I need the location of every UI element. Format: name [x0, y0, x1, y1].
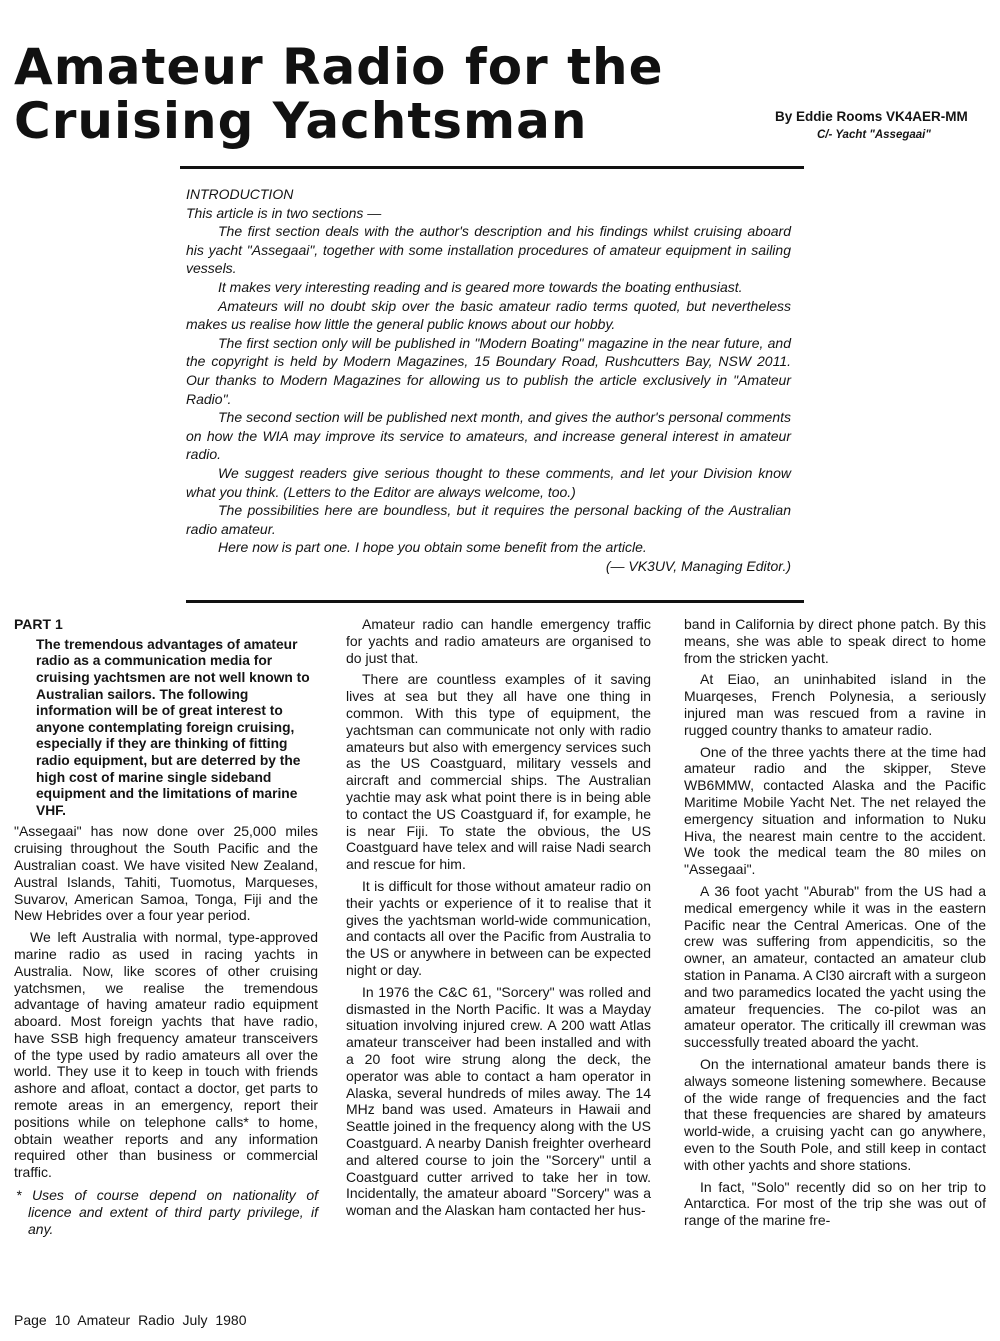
body-paragraph: Amateur radio can handle emergency traffic for yachts and radio amateurs are organised to do just that.: [346, 616, 651, 666]
part-label: PART 1: [14, 616, 63, 632]
intro-paragraph: We suggest readers give serious thought to these comments, and let your Division know what you think. (Letters to the Editor are always welcome, too.): [186, 464, 791, 500]
intro-top-rule: [180, 166, 804, 169]
intro-paragraph: The first section deals with the author's description and his findings whilst cruising aboard his yacht "Assegaai", together with some installation procedures of amateur equipment in sailing vessels.: [186, 223, 791, 277]
body-paragraph: There are countless examples of it saving lives at sea but they all have one thing in common. With this type of equipment, the yachtsman can communicate not only with radio amateurs but also with emergency services such as the US Coastguard, military vessels and aircraft and commercial ships. The Australian yachtie may ask what point there is in being able to contact the US Coastguard if, for example, he is near Fiji. To state the obvious, the US Coastguard have telex and will raise Nadi search and rescue for him.: [346, 671, 651, 873]
intro-heading: INTRODUCTION: [186, 186, 294, 202]
body-paragraph: band in California by direct phone patch. By this means, she was able to speak direct to home from the stricken yacht.: [684, 616, 986, 666]
byline-author: By Eddie Rooms VK4AER-MM: [775, 109, 968, 124]
intro-paragraph: Amateurs will no doubt skip over the basic amateur radio terms quoted, but nevertheless makes us realise how little the general public knows about our hobby.: [186, 297, 791, 333]
body-paragraph: At Eiao, an uninhabited island in the Muarqeses, French Polynesia, a seriously injured man was rescued from a ravine in rugged country thanks to amateur radio.: [684, 671, 986, 738]
intro-paragraph: It makes very interesting reading and is geared more towards the boating enthusiast.: [218, 278, 743, 295]
body-paragraph: On the international amateur bands there is always someone listening somewhere. Because of the wide range of frequencies and the fact that these frequencies are shared by amateurs world-wide, a cruising yacht can go anywhere, even to the South Pole, and still keep in contact with other yachts and shore stations.: [684, 1055, 986, 1173]
title-line-2: Cruising Yachtsman: [14, 92, 588, 150]
intro-paragraph: The second section will be published next month, and gives the author's personal comments on how the WIA may improve its service to amateurs, and increase general interest in amateur radio.: [186, 409, 791, 463]
intro-paragraph: Here now is part one. I hope you obtain some benefit from the article.: [218, 539, 647, 556]
body-paragraph: "Assegaai" has now done over 25,000 miles cruising throughout the South Pacific and the Australian coast. We have visited New Zealand, Austral Islands, Tahiti, Tuomotus, Marqueses, Suvarov, American Samoa, Tonga, Fiji and the New Hebrides over a four year period.: [14, 823, 318, 924]
body-paragraph: One of the three yachts there at the time had amateur radio and the skipper, Steve WB6MMW, contacted Alaska and the Pacific Maritime Mobile Yacht Net. The net relayed the emergency situation and information to Nuku Hiva, the nearest main centre to the accident. We took the medical team the 80 miles on "Assegaai".: [684, 743, 986, 878]
intro-paragraph: The possibilities here are boundless, but it requires the personal backing of the Australian radio amateur.: [186, 502, 791, 537]
body-paragraph: In fact, "Solo" recently did so on her trip to Antarctica. For most of the trip she was out of range of the marine fre-: [684, 1178, 986, 1229]
byline-affiliation: C/- Yacht "Assegaai": [817, 129, 931, 141]
intro-paragraph: The first section only will be published in "Modern Boating" magazine in the near future, and the copyright is held by Modern Magazines, 15 Boundary Road, Rushcutters Bay, NSW 2011. Our thanks to Modern Magazines for allowing us to publish the article exclusively in "Amateur Radio".: [186, 334, 791, 407]
body-paragraph: A 36 foot yacht "Aburab" from the US had a medical emergency while it was in the eastern Pacific near the Central Americas. One of the crew was suffering from appendicitis, so the owner, an amateur, contacted an amateur club station in Panama. A Cl30 aircraft with a surgeon and two paramedics located the yacht using the amateur frequencies. The co-pilot was an amateur operator. The critically ill crewman was successfully treated aboard the yacht.: [684, 882, 986, 1051]
article-title: [14, 40, 664, 148]
part-summary: The tremendous advantages of amateur radio as a communication media for cruising yachtsmen are not well known to Australian sailors. The following information will be of great interest to anyone contemplating foreign cruising, especially if they are thinking of fitting radio equipment, but are deterred by the high cost of marine single sideband equipment and the limitations of marine VHF.: [36, 636, 310, 818]
body-paragraph: We left Australia with normal, type-approved marine radio as used in racing yachts in Australia. Now, like scores of other cruising yatchsmen, we realise the tremendous advantage of having amateur radio equipment aboard. Most foreign yachts that have radio, have SSB high frequency amateur transceivers of the type used by radio amateurs all over the world. They use it to keep in touch with friends ashore and afloat, contact a doctor, get parts to remote areas in an emergency, report their positions while on telephone calls* to home, obtain weather reports and any information required other than business or commercial traffic.: [14, 929, 318, 1181]
page-footer: Page 10 Amateur Radio July 1980: [14, 1312, 247, 1328]
byline: [775, 108, 968, 144]
intro-bottom-rule: [186, 600, 804, 603]
column-1: [14, 616, 318, 1242]
column-2: [346, 616, 651, 1224]
body-paragraph: In 1976 the C&C 61, "Sorcery" was rolled and dismasted in the North Pacific. It was a Mayday situation involving injured crew. A 200 watt Atlas amateur transceiver had been installed and with a 20 foot wire strung along the deck, the operator was able to contact a ham operator in Alaska, several hundreds of miles away. The 14 MHz band was used. Amateurs in Hawaii and Seattle joined in the frequency along with the US Coastguard. A nearby Danish freighter overheard and altered course to join the "Sorcery" until a Coastguard cutter arrived to take her in tow. Incidentally, the amateur aboard "Sorcery" was a woman and the Alaskan ham contacted her hus-: [346, 983, 651, 1219]
introduction: [186, 185, 791, 575]
column-3: [684, 616, 986, 1234]
intro-lead: This article is in two sections —: [186, 204, 382, 221]
title-line-1: Amateur Radio for the: [14, 38, 664, 96]
body-paragraph: It is difficult for those without amateur radio on their yachts or experience of it to realise that it gives the yachtsman world-wide communication, and contacts all over the Pacific from Australia to the US or anywhere in between can be expected night or day.: [346, 877, 651, 978]
footnote: * Uses of course depend on nationality of licence and extent of third party privilege, if any.: [16, 1187, 318, 1237]
intro-signature: (— VK3UV, Managing Editor.): [605, 557, 791, 574]
